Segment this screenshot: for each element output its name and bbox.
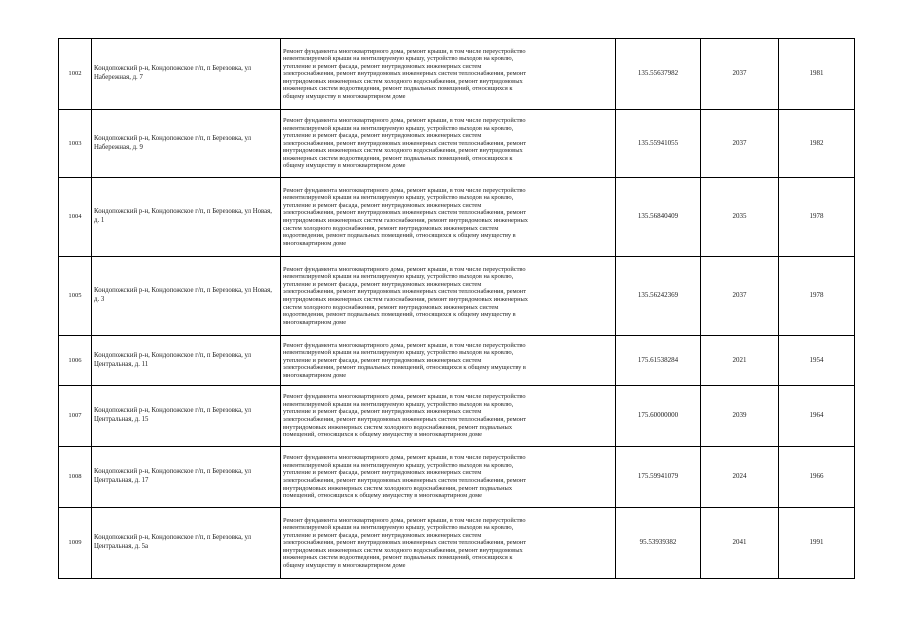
work-line: электроснабжения, ремонт внутридомовых инженерных систем теплоснабжения, ремонт: [283, 209, 527, 217]
work-line: Ремонт фундамента многоквартирного дома, ремонт крыши, в том числе переустройство: [283, 47, 526, 55]
work-line: внутридомовых инженерных систем холодного водоснабжения, ремонт подвальных: [283, 423, 513, 431]
planned-year-cell: 2024: [701, 447, 779, 508]
work-line: невентилируемой крыши на вентилируемую крышу, устройство выходов на кровлю,: [283, 124, 514, 132]
build-year-cell: 1981: [779, 39, 855, 110]
cost-cell: 175.60000000: [616, 386, 701, 447]
work-line: внутридомовых инженерных систем холодного водоснабжения, ремонт подвальных: [283, 484, 513, 492]
build-year-cell: 1964: [779, 386, 855, 447]
work-line: многоквартирном доме: [283, 371, 347, 379]
table-row: [59, 336, 855, 386]
work-line: Ремонт фундамента многоквартирного дома, ремонт крыши, в том числе переустройство: [283, 186, 526, 194]
work-line: Ремонт фундамента многоквартирного дома, ремонт крыши, в том числе переустройство: [283, 454, 526, 462]
planned-year-cell: 2039: [701, 386, 779, 447]
work-line: помещений, относящихся к общему имуществу в многоквартирном доме: [283, 431, 482, 439]
work-line: утепление и ремонт фасада, ремонт внутридомовых инженерных систем: [283, 132, 482, 140]
work-line: электроснабжения, ремонт внутридомовых инженерных систем теплоснабжения, ремонт: [283, 539, 527, 547]
planned-year-cell: 2037: [701, 39, 779, 110]
build-year-cell: 1991: [779, 508, 855, 579]
build-year-cell: 1982: [779, 110, 855, 178]
row-number: 1003: [59, 110, 92, 178]
work-list-cell: [281, 508, 616, 579]
work-line: утепление и ремонт фасада, ремонт внутридомовых инженерных систем: [283, 531, 482, 539]
work-line: электроснабжения, ремонт внутридомовых инженерных систем теплоснабжения, ремонт: [283, 70, 527, 78]
build-year-cell: 1966: [779, 447, 855, 508]
row-number: 1005: [59, 257, 92, 336]
work-line: утепление и ремонт фасада, ремонт внутридомовых инженерных систем: [283, 408, 482, 416]
row-number: 1008: [59, 447, 92, 508]
work-line: Ремонт фундамента многоквартирного дома, ремонт крыши, в том числе переустройство: [283, 265, 526, 273]
table-row: [59, 386, 855, 447]
work-line: внутридомовых инженерных систем холодного водоснабжения, ремонт внутридомовых: [283, 147, 523, 155]
cost-cell: 135.56840409: [616, 178, 701, 257]
address-cell: Кондопожский р-н, Кондопожское г/п, п Березовка, ул Центральная, д. 5а: [92, 508, 281, 579]
work-line: электроснабжения, ремонт внутридомовых инженерных систем теплоснабжения, ремонт: [283, 477, 527, 484]
work-line: Ремонт фундамента многоквартирного дома, ремонт крыши, в том числе переустройство: [283, 117, 526, 125]
work-line: утепление и ремонт фасада, ремонт внутридомовых инженерных систем: [283, 201, 482, 209]
work-line: внутридомовых инженерных систем холодного водоснабжения, ремонт внутридомовых: [283, 546, 523, 554]
table-row: [59, 39, 855, 110]
work-line: невентилируемой крыши на вентилируемую крышу, устройство выходов на кровлю,: [283, 349, 514, 357]
table-row: [59, 257, 855, 336]
cost-cell: 95.53939382: [616, 508, 701, 579]
work-list-cell: [281, 447, 616, 508]
planned-year-cell: 2021: [701, 336, 779, 386]
work-line: многоквартирном доме: [283, 239, 347, 247]
work-line: электроснабжения, ремонт подвальных помещений, относящихся к общему имуществу в: [283, 364, 526, 372]
cost-cell: 175.61538284: [616, 336, 701, 386]
housing-repair-table: [58, 38, 855, 579]
work-list-cell: [281, 110, 616, 178]
work-line: общему имуществу в многоквартирном доме: [283, 561, 406, 569]
row-number: 1009: [59, 508, 92, 579]
work-line: внутридомовых инженерных систем газоснабжения, ремонт внутридомовых инженерных: [283, 217, 528, 224]
build-year-cell: 1978: [779, 178, 855, 257]
work-line: многоквартирном доме: [283, 318, 347, 326]
planned-year-cell: 2035: [701, 178, 779, 257]
work-line: электроснабжения, ремонт внутридомовых инженерных систем теплоснабжения, ремонт: [283, 416, 527, 423]
work-list-cell: [281, 257, 616, 336]
work-line: невентилируемой крыши на вентилируемую крышу, устройство выходов на кровлю,: [283, 524, 514, 532]
work-line: внутридомовых инженерных систем холодного водоснабжения, ремонт внутридомовых: [283, 77, 523, 85]
address-cell: Кондопожский р-н, Кондопожское г/п, п Березовка, ул Набережная, д. 7: [92, 39, 281, 110]
work-line: внутридомовых инженерных систем газоснабжения, ремонт внутридомовых инженерных: [283, 296, 528, 303]
cost-cell: 135.56242369: [616, 257, 701, 336]
work-line: инженерных систем водоотведения, ремонт подвальных помещений, относящихся к: [283, 554, 513, 562]
work-line: невентилируемой крыши на вентилируемую крышу, устройство выходов на кровлю,: [283, 194, 514, 202]
address-cell: Кондопожский р-н, Кондопожское г/п, п Березовка, ул Новая, д. 3: [92, 257, 281, 336]
table-body: [59, 39, 855, 579]
work-line: общему имуществу в многоквартирном доме: [283, 92, 406, 100]
work-line: помещений, относящихся к общему имуществу в многоквартирном доме: [283, 492, 482, 500]
work-line: систем холодного водоснабжения, ремонт внутридомовых инженерных систем: [283, 224, 499, 232]
work-line: электроснабжения, ремонт внутридомовых инженерных систем теплоснабжения, ремонт: [283, 288, 527, 296]
table-row: [59, 447, 855, 508]
table-row: [59, 508, 855, 579]
address-cell: Кондопожский р-н, Кондопожское г/п, п Березовка, ул Новая, д. 1: [92, 178, 281, 257]
work-line: общему имуществу в многоквартирном доме: [283, 162, 406, 170]
work-line: электроснабжения, ремонт внутридомовых инженерных систем теплоснабжения, ремонт: [283, 139, 527, 147]
work-line: Ремонт фундамента многоквартирного дома, ремонт крыши, в том числе переустройство: [283, 393, 526, 401]
address-cell: Кондопожский р-н, Кондопожское г/п, п Березовка, ул Набережная, д. 9: [92, 110, 281, 178]
work-line: Ремонт фундамента многоквартирного дома, ремонт крыши, в том числе переустройство: [283, 516, 526, 524]
planned-year-cell: 2037: [701, 110, 779, 178]
work-line: Ремонт фундамента многоквартирного дома, ремонт крыши, в том числе переустройство: [283, 341, 526, 349]
work-list-cell: [281, 336, 616, 386]
address-cell: Кондопожский р-н, Кондопожское г/п, п Березовка, ул Центральная, д. 11: [92, 336, 281, 386]
work-list-cell: [281, 386, 616, 447]
work-line: водоотведения, ремонт подвальных помещений, относящихся к общему имуществу в: [283, 311, 516, 319]
work-line: инженерных систем водоотведения, ремонт подвальных помещений, относящихся к: [283, 154, 513, 162]
work-line: невентилируемой крыши на вентилируемую крышу, устройство выходов на кровлю,: [283, 55, 514, 63]
work-line: невентилируемой крыши на вентилируемую крышу, устройство выходов на кровлю,: [283, 400, 514, 408]
table-row: [59, 110, 855, 178]
work-line: невентилируемой крыши на вентилируемую крышу, устройство выходов на кровлю,: [283, 461, 514, 469]
address-cell: Кондопожский р-н, Кондопожское г/п, п Березовка, ул Центральная, д. 15: [92, 386, 281, 447]
cost-cell: 175.59941079: [616, 447, 701, 508]
planned-year-cell: 2041: [701, 508, 779, 579]
work-line: систем холодного водоснабжения, ремонт внутридомовых инженерных систем: [283, 303, 499, 311]
work-line: невентилируемой крыши на вентилируемую крышу, устройство выходов на кровлю,: [283, 273, 514, 281]
row-number: 1006: [59, 336, 92, 386]
row-number: 1004: [59, 178, 92, 257]
build-year-cell: 1978: [779, 257, 855, 336]
work-list-cell: [281, 178, 616, 257]
row-number: 1002: [59, 39, 92, 110]
work-line: утепление и ремонт фасада, ремонт внутридомовых инженерных систем: [283, 469, 482, 477]
work-line: утепление и ремонт фасада, ремонт внутридомовых инженерных систем: [283, 356, 482, 364]
work-line: утепление и ремонт фасада, ремонт внутридомовых инженерных систем: [283, 280, 482, 288]
work-line: инженерных систем водоотведения, ремонт подвальных помещений, относящихся к: [283, 85, 513, 93]
work-list-cell: [281, 39, 616, 110]
row-number: 1007: [59, 386, 92, 447]
work-line: водоотведения, ремонт подвальных помещений, относящихся к общему имуществу в: [283, 232, 516, 240]
table-row: [59, 178, 855, 257]
build-year-cell: 1954: [779, 336, 855, 386]
work-line: утепление и ремонт фасада, ремонт внутридомовых инженерных систем: [283, 62, 482, 70]
planned-year-cell: 2037: [701, 257, 779, 336]
cost-cell: 135.55941055: [616, 110, 701, 178]
cost-cell: 135.55637982: [616, 39, 701, 110]
address-cell: Кондопожский р-н, Кондопожское г/п, п Березовка, ул Центральная, д. 17: [92, 447, 281, 508]
